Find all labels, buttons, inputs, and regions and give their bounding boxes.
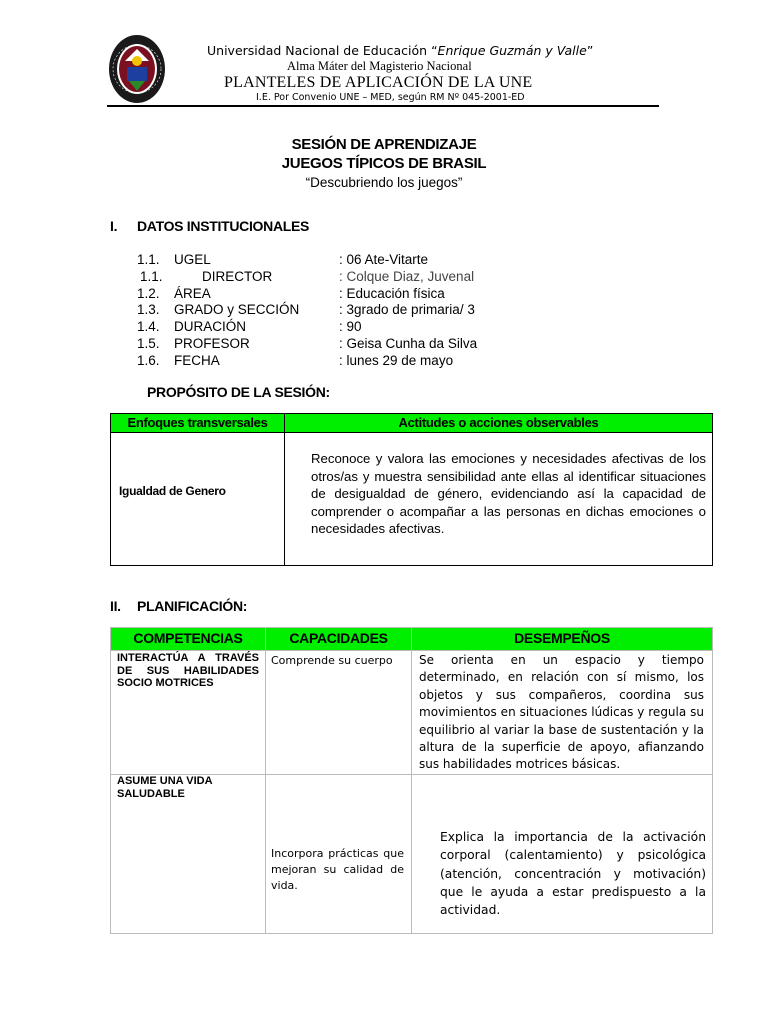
title-line-2: JUEGOS TÍPICOS DE BRASIL	[281, 155, 487, 172]
header-enfoques: Enfoques transversales	[127, 415, 268, 430]
header-actitudes: Actitudes o acciones observables	[398, 415, 599, 430]
competencia-cell: ASUME UNA VIDA SALUDABLE	[117, 775, 213, 800]
desempeno-cell: Se orienta en un espacio y tiempo determinado, en relación con sí mismo, los objetos y sus compañeros, coordina sus movimientos en situaciones lúdicas y regula su equilibrio al variar la base de sustentación y la altura de la superficie de apoyo, afianzando sus habilidades motrices básicas.	[419, 653, 704, 772]
section-2-heading: II. PLANIFICACIÓN:	[110, 598, 248, 614]
convenio-text: I.E. Por Convenio UNE – MED, según RM Nº 045-2001-ED	[256, 92, 525, 103]
column-divider	[411, 628, 412, 933]
title-line-1: SESIÓN DE APRENDIZAJE	[291, 136, 477, 153]
header-competencias: COMPETENCIAS	[133, 630, 243, 646]
capacidad-cell: Comprende su cuerpo	[271, 654, 393, 667]
actitudes-cell: Reconoce y valora las emociones y necesidades afectivas de los otros/as y muestra sensibilidad ante ellas al identificar situaciones de desigualdad de género, evidenciando así la capacidad de comprender o acompañar a las personas en dichas emociones o necesidades afectivas.	[311, 451, 706, 536]
alma-mater: Alma Máter del Magisterio Nacional	[287, 59, 472, 73]
proposito-table	[110, 413, 713, 566]
capacidad-cell: Incorpora prácticas que mejoran su calidad de vida.	[271, 847, 404, 892]
row-divider	[111, 650, 712, 651]
planteles-title: PLANTELES DE APLICACIÓN DE LA UNE	[224, 74, 533, 91]
header-desempenos: DESEMPEÑOS	[514, 630, 610, 646]
university-seal-icon	[107, 33, 167, 105]
section-1-heading: I. DATOS INSTITUCIONALES	[110, 218, 310, 234]
university-name-italic: Enrique Guzmán y Valle	[437, 43, 587, 58]
header-capacidades: CAPACIDADES	[289, 630, 388, 646]
header-divider	[107, 105, 659, 107]
planificacion-table	[110, 627, 713, 934]
column-divider	[265, 628, 266, 933]
enfoque-cell: Igualdad de Genero	[119, 484, 226, 498]
desempeno-cell: Explica la importancia de la activación corporal (calentamiento) y psicológica (atención, concentración y motivación) que le ayuda a estar predispuesto a la actividad.	[440, 830, 706, 918]
subtitle: “Descubriendo los juegos”	[305, 175, 463, 190]
column-divider	[284, 414, 285, 565]
university-name: Universidad Nacional de Educación “Enrique Guzmán y Valle”	[207, 43, 594, 58]
proposito-heading: PROPÓSITO DE LA SESIÓN:	[147, 384, 330, 400]
competencia-cell: INTERACTÚA A TRAVÉS DE SUS HABILIDADES SOCIO MOTRICES	[117, 652, 259, 689]
